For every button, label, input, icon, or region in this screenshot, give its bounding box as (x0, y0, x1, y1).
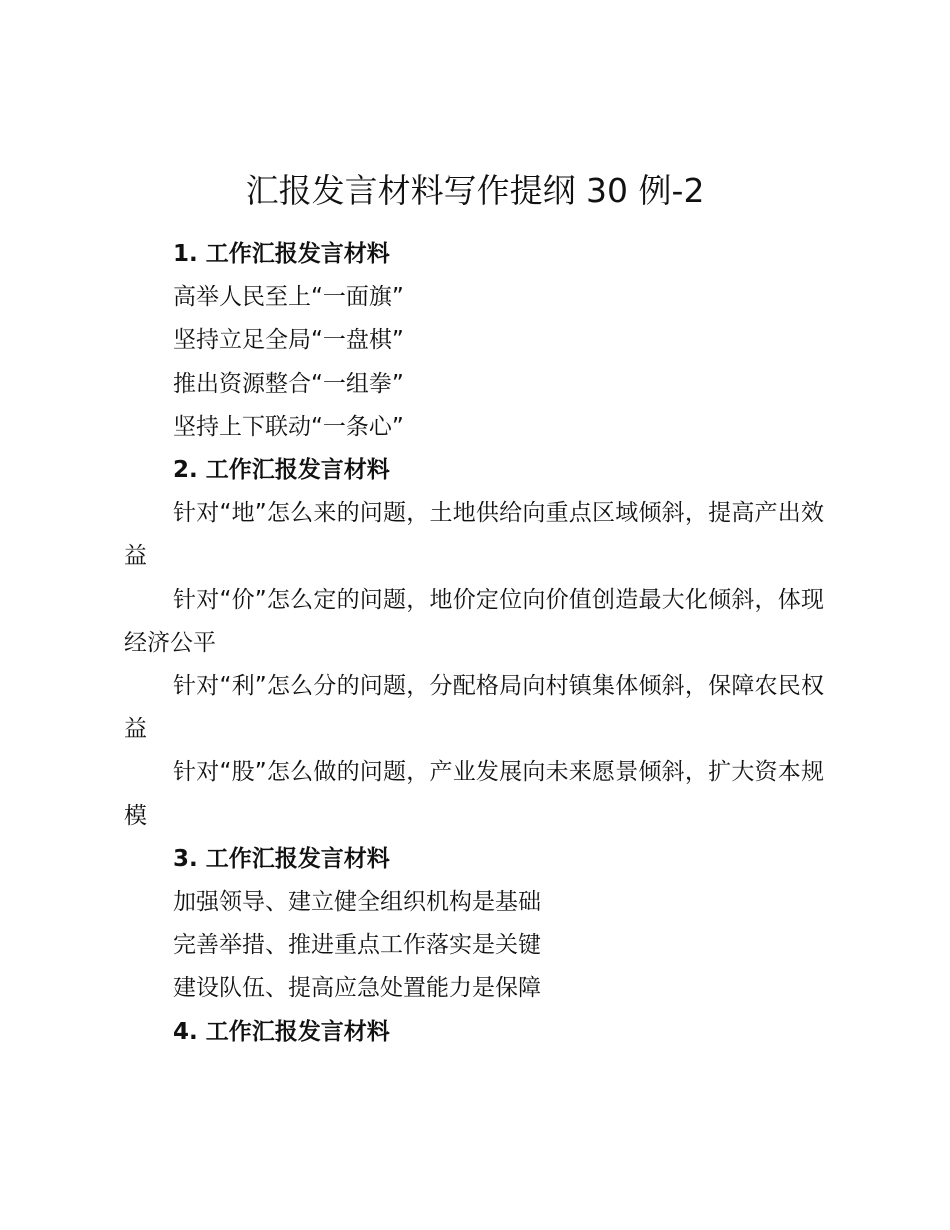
outline-item: 建设队伍、提高应急处置能力是保障 (173, 975, 541, 1002)
document-body (124, 233, 824, 1054)
outline-item: 推出资源整合“一组拳” (173, 370, 404, 397)
document-title: 汇报发言材料写作提纲 30 例-2 (245, 171, 705, 210)
section-heading: 3. 工作汇报发言材料 (173, 845, 390, 872)
outline-paragraph: 针对“价”怎么定的问题，地价定位向价值创造最大化倾斜，体现经济公平 (124, 586, 824, 656)
outline-item: 坚持上下联动“一条心” (173, 413, 404, 440)
section-heading: 1. 工作汇报发言材料 (173, 241, 390, 267)
outline-paragraph: 针对“股”怎么做的问题，产业发展向未来愿景倾斜，扩大资本规模 (124, 759, 824, 829)
section-heading: 4. 工作汇报发言材料 (173, 1018, 390, 1045)
outline-item: 完善举措、推进重点工作落实是关键 (173, 932, 541, 959)
outline-item: 坚持立足全局“一盘棋” (173, 327, 404, 354)
outline-paragraph: 针对“利”怎么分的问题，分配格局向村镇集体倾斜，保障农民权益 (124, 673, 824, 743)
outline-paragraph: 针对“地”怎么来的问题，土地供给向重点区域倾斜，提高产出效益 (124, 500, 824, 570)
outline-item: 高举人民至上“一面旗” (173, 284, 404, 311)
section-heading: 2. 工作汇报发言材料 (173, 457, 390, 484)
outline-item: 加强领导、建立健全组织机构是基础 (173, 889, 541, 916)
